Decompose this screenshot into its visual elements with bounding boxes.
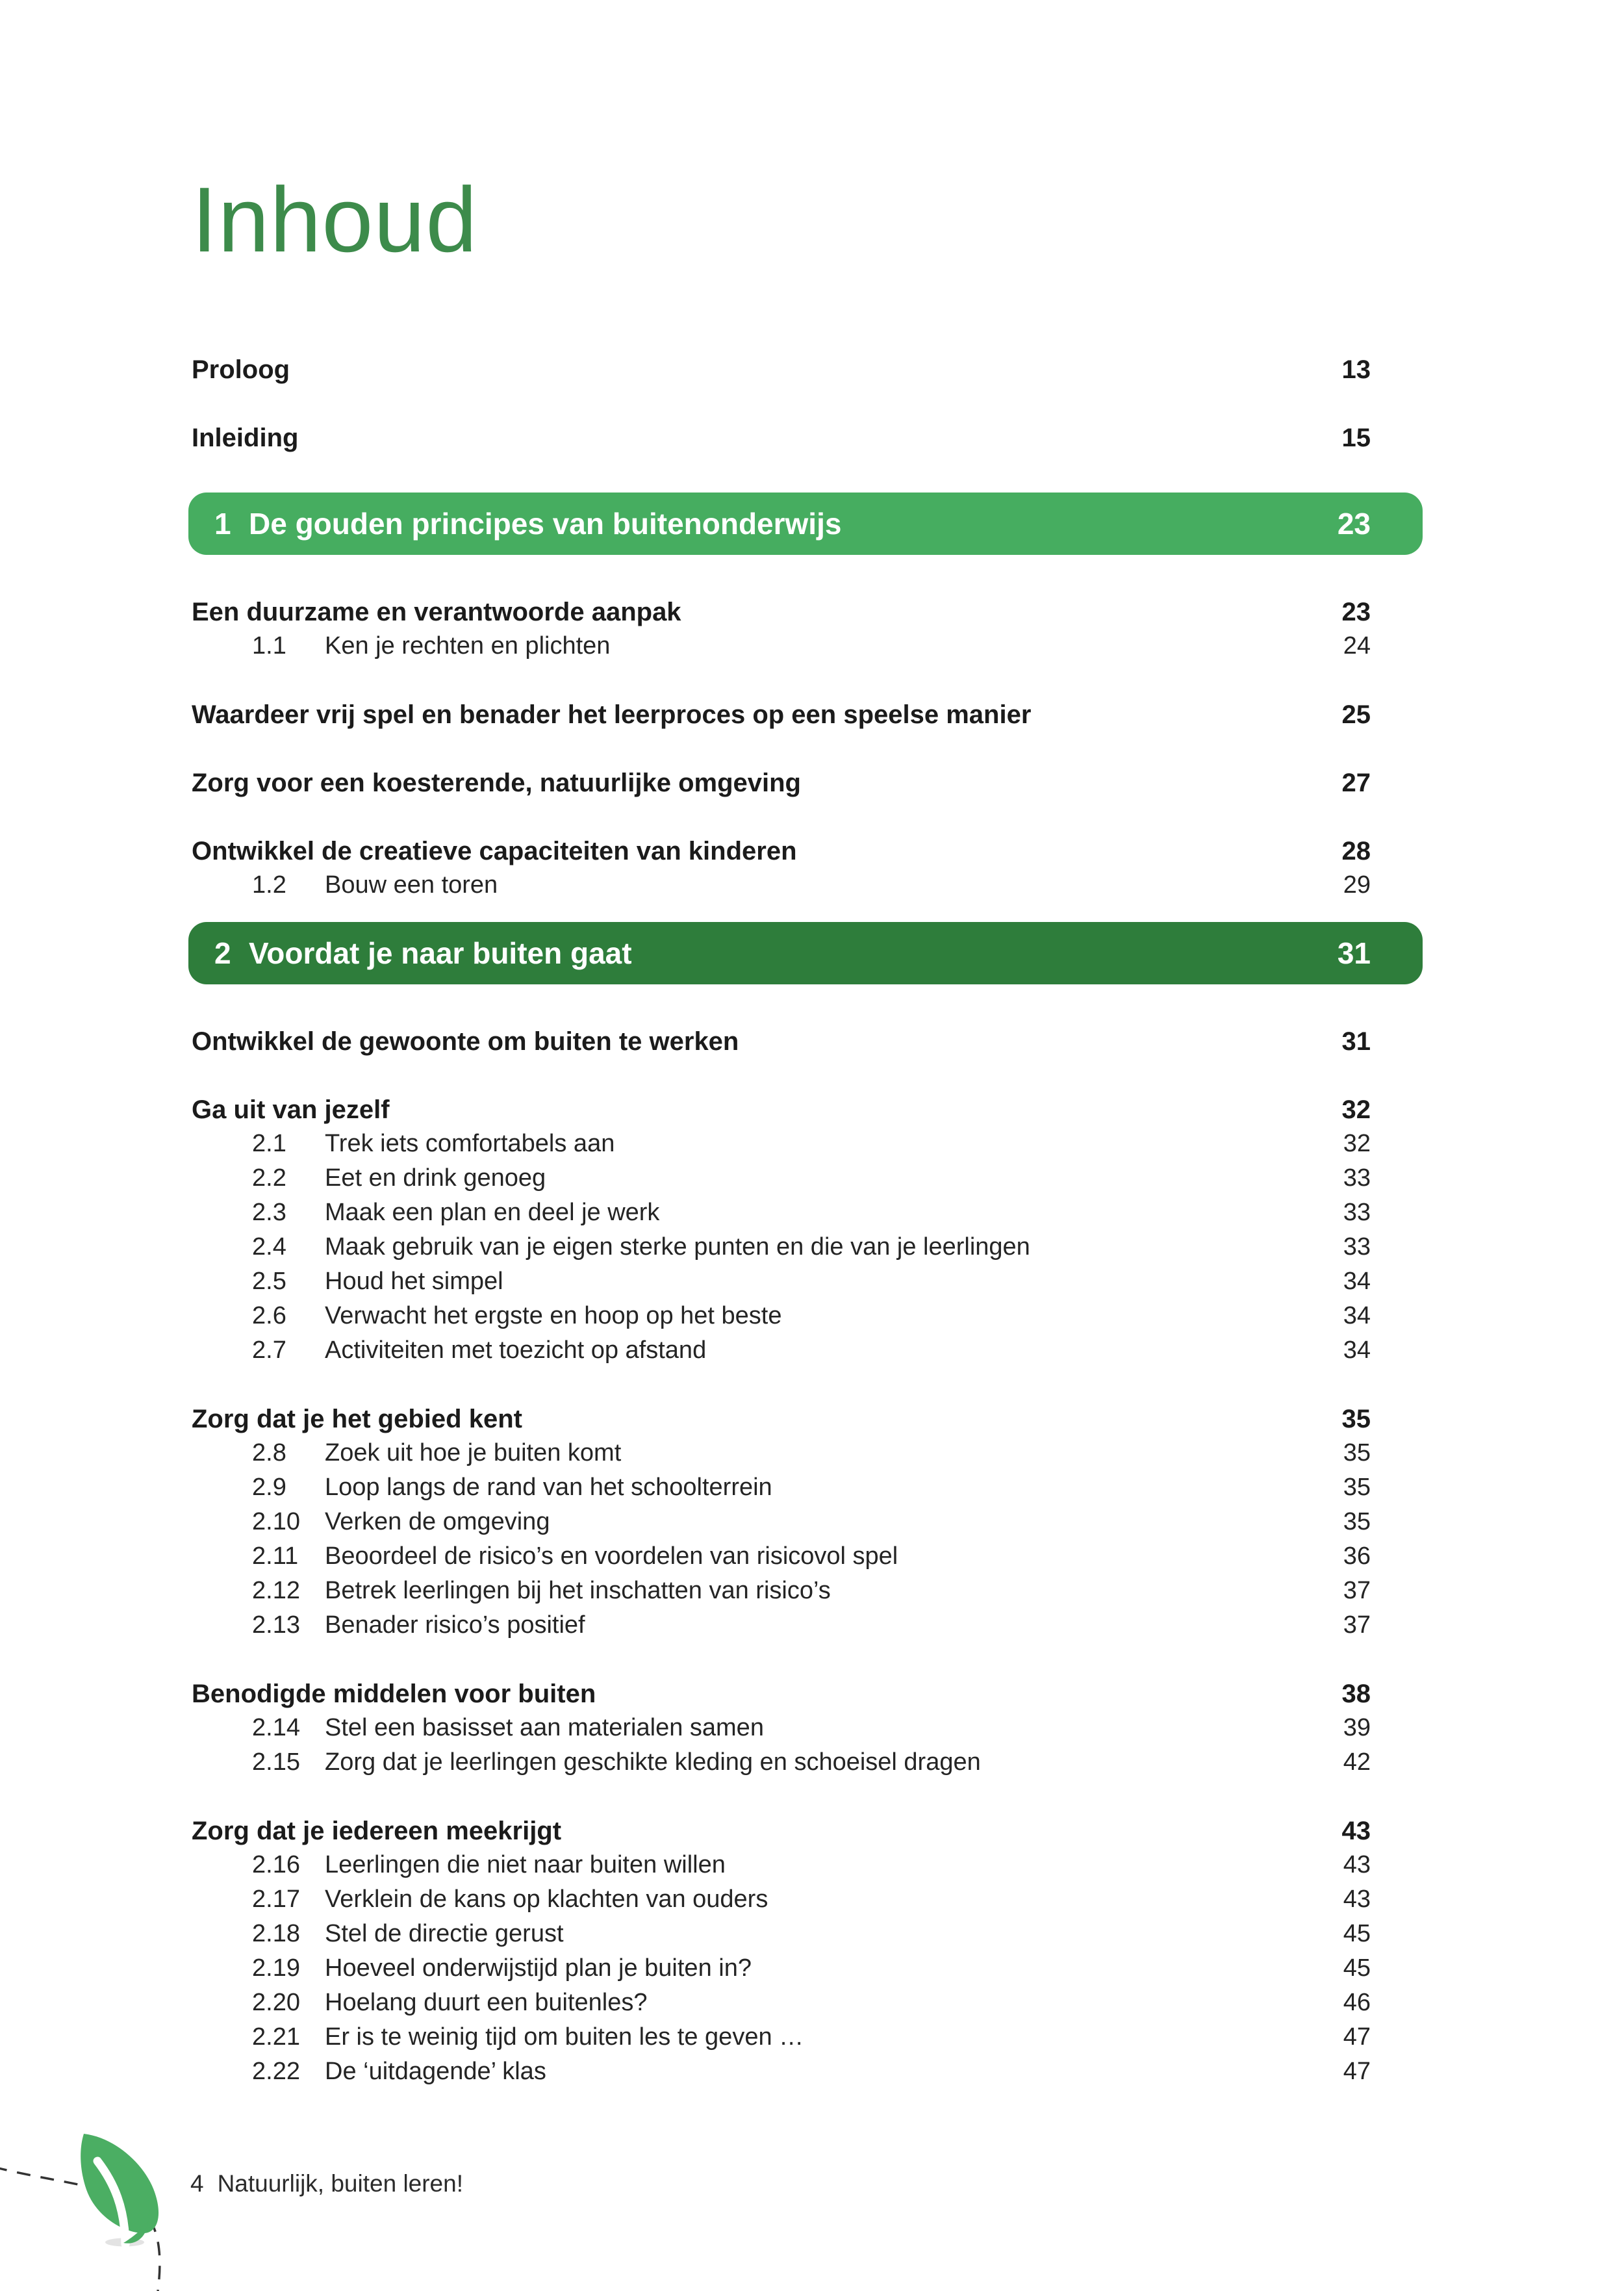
entry-page-number: 47 (1343, 2023, 1371, 2051)
entry-page-number: 36 (1343, 1542, 1371, 1570)
entry-number: 2.7 (252, 1337, 286, 1364)
chapter-title: De gouden principes van buitenonderwijs (249, 507, 842, 541)
entry-page-number: 34 (1343, 1337, 1371, 1364)
entry-number: 2.4 (252, 1233, 286, 1261)
entry-title: Zoek uit hoe je buiten komt (325, 1439, 622, 1466)
toc-entry-top (192, 421, 1371, 455)
entry-title: Verken de omgeving (325, 1508, 550, 1535)
entry-title: Verklein de kans op klachten van ouders (325, 1886, 768, 1913)
toc-entry-section (192, 1814, 1371, 1848)
toc-entry-sub (192, 1882, 1371, 1917)
chapter-page-number: 31 (1337, 936, 1371, 970)
toc-entry-section (192, 595, 1371, 629)
entry-title: Een duurzame en verantwoorde aanpak (192, 597, 681, 626)
entry-title: Stel de directie gerust (325, 1920, 564, 1947)
entry-number: 2.9 (252, 1474, 286, 1501)
entry-page-number: 35 (1341, 1404, 1371, 1433)
toc-entry-section (192, 698, 1371, 732)
entry-page-number: 43 (1343, 1851, 1371, 1878)
entry-title: De ‘uitdagende’ klas (325, 2058, 546, 2085)
entry-title: Ken je rechten en plichten (325, 632, 611, 659)
entry-title: Eet en drink genoeg (325, 1164, 546, 1192)
entry-title: Stel een basisset aan materialen samen (325, 1714, 764, 1741)
entry-page-number: 35 (1343, 1508, 1371, 1535)
entry-number: 2.17 (252, 1886, 300, 1913)
entry-title: Inleiding (192, 423, 299, 452)
entry-title: Loop langs de rand van het schoolterrein (325, 1474, 772, 1501)
toc-entry-section (192, 834, 1371, 868)
toc-entry-sub (192, 868, 1371, 902)
entry-title: Beoordeel de risico’s en voordelen van risicovol spel (325, 1542, 898, 1570)
toc-entry-sub (192, 1505, 1371, 1539)
entry-number: 2.1 (252, 1130, 286, 1157)
entry-title: Ontwikkel de gewoonte om buiten te werken (192, 1027, 739, 1056)
entry-page-number: 43 (1343, 1886, 1371, 1913)
toc-entry-section (192, 1025, 1371, 1058)
entry-page-number: 24 (1343, 632, 1371, 659)
entry-title: Leerlingen die niet naar buiten willen (325, 1851, 726, 1878)
toc-chapter-banner (188, 922, 1423, 984)
chapter-number: 2 (214, 936, 231, 970)
entry-page-number: 46 (1343, 1989, 1371, 2016)
entry-number: 2.11 (252, 1542, 299, 1570)
entry-title: Benodigde middelen voor buiten (192, 1679, 596, 1708)
toc-entry-sub (192, 1230, 1371, 1264)
entry-number: 2.8 (252, 1439, 286, 1466)
entry-number: 1.2 (252, 871, 286, 899)
entry-title: Hoelang duurt een buitenles? (325, 1989, 648, 2016)
entry-number: 2.22 (252, 2058, 300, 2085)
entry-page-number: 45 (1343, 1920, 1371, 1947)
entry-title: Zorg voor een koesterende, natuurlijke omgeving (192, 768, 801, 797)
entry-page-number: 32 (1341, 1095, 1371, 1124)
toc-entry-section (192, 766, 1371, 800)
entry-title: Maak een plan en deel je werk (325, 1199, 660, 1226)
entry-number: 2.20 (252, 1989, 300, 2016)
toc-entry-section (192, 1402, 1371, 1436)
entry-title: Benader risico’s positief (325, 1611, 585, 1639)
entry-title: Zorg dat je iedereen meekrijgt (192, 1816, 562, 1845)
toc-entry-sub (192, 1848, 1371, 1882)
toc-entry-sub (192, 1574, 1371, 1608)
toc-entry-sub (192, 1299, 1371, 1333)
entry-number: 2.5 (252, 1268, 286, 1295)
toc-entry-sub (192, 1333, 1371, 1368)
entry-title: Maak gebruik van je eigen sterke punten en die van je leerlingen (325, 1233, 1030, 1261)
entry-title: Ontwikkel de creatieve capaciteiten van kinderen (192, 836, 797, 865)
entry-page-number: 28 (1341, 836, 1371, 865)
entry-number: 2.15 (252, 1748, 300, 1776)
entry-page-number: 31 (1341, 1027, 1371, 1056)
entry-title: Verwacht het ergste en hoop op het beste (325, 1302, 782, 1329)
entry-title: Betrek leerlingen bij het inschatten van risico’s (325, 1577, 831, 1604)
entry-number: 2.19 (252, 1954, 300, 1982)
toc-entry-sub (192, 1745, 1371, 1780)
chapter-number: 1 (214, 507, 231, 541)
entry-page-number: 37 (1343, 1577, 1371, 1604)
entry-page-number: 29 (1343, 871, 1371, 899)
footer-page-number: 4 (190, 2170, 204, 2197)
entry-number: 2.2 (252, 1164, 286, 1192)
entry-number: 2.21 (252, 2023, 300, 2051)
chapter-title: Voordat je naar buiten gaat (249, 936, 632, 970)
toc-entry-sub (192, 629, 1371, 663)
entry-title: Zorg dat je het gebied kent (192, 1404, 522, 1433)
toc-entry-sub (192, 1608, 1371, 1643)
toc-entry-sub (192, 1436, 1371, 1470)
toc-entry-top (192, 353, 1371, 387)
page-title: Inhoud (192, 168, 478, 272)
entry-page-number: 27 (1341, 768, 1371, 797)
footer-book-title: Natuurlijk, buiten leren! (217, 2170, 463, 2197)
toc-entry-sub (192, 1264, 1371, 1299)
toc-entry-section (192, 1093, 1371, 1127)
toc-entry-sub (192, 1470, 1371, 1505)
entry-page-number: 25 (1341, 700, 1371, 729)
toc-entry-sub (192, 2054, 1371, 2089)
entry-page-number: 33 (1343, 1199, 1371, 1226)
entry-title: Hoeveel onderwijstijd plan je buiten in? (325, 1954, 752, 1982)
entry-page-number: 33 (1343, 1164, 1371, 1192)
toc-entry-sub (192, 1917, 1371, 1951)
entry-page-number: 43 (1341, 1816, 1371, 1845)
toc-content (192, 168, 1371, 2089)
entry-number: 2.16 (252, 1851, 300, 1878)
toc-entry-sub (192, 1986, 1371, 2020)
entry-title: Bouw een toren (325, 871, 498, 899)
entry-title: Houd het simpel (325, 1268, 503, 1295)
toc-entry-sub (192, 2020, 1371, 2054)
entry-page-number: 39 (1343, 1714, 1371, 1741)
entry-page-number: 38 (1341, 1679, 1371, 1708)
entry-number: 2.12 (252, 1577, 300, 1604)
entry-number: 2.14 (252, 1714, 300, 1741)
entry-page-number: 33 (1343, 1233, 1371, 1261)
entry-page-number: 37 (1343, 1611, 1371, 1639)
entry-number: 2.6 (252, 1302, 286, 1329)
entry-page-number: 45 (1343, 1954, 1371, 1982)
toc-chapter-banner (188, 493, 1423, 555)
page-footer (0, 2105, 650, 2291)
entry-title: Proloog (192, 355, 290, 384)
chapter-page-number: 23 (1337, 507, 1371, 541)
toc-entry-sub (192, 1196, 1371, 1230)
toc-entry-section (192, 1677, 1371, 1711)
entry-page-number: 47 (1343, 2058, 1371, 2085)
entry-title: Ga uit van jezelf (192, 1095, 390, 1124)
entry-page-number: 15 (1341, 423, 1371, 452)
entry-title: Activiteiten met toezicht op afstand (325, 1337, 707, 1364)
entry-page-number: 35 (1343, 1474, 1371, 1501)
entry-page-number: 32 (1343, 1130, 1371, 1157)
entry-number: 2.13 (252, 1611, 300, 1639)
entry-title: Zorg dat je leerlingen geschikte kleding en schoeisel dragen (325, 1748, 981, 1776)
footer-text (190, 2170, 463, 2197)
entry-number: 1.1 (252, 632, 286, 659)
toc-entry-sub (192, 1951, 1371, 1986)
entry-page-number: 23 (1341, 597, 1371, 626)
toc-entry-sub (192, 1539, 1371, 1574)
entry-title: Trek iets comfortabels aan (325, 1130, 615, 1157)
entry-title: Waardeer vrij spel en benader het leerproces op een speelse manier (192, 700, 1032, 729)
leaf-logo-icon (0, 2105, 260, 2291)
entry-page-number: 34 (1343, 1302, 1371, 1329)
toc-entry-sub (192, 1711, 1371, 1745)
entry-page-number: 34 (1343, 1268, 1371, 1295)
toc-entry-sub (192, 1161, 1371, 1196)
entry-title: Er is te weinig tijd om buiten les te geven … (325, 2023, 804, 2051)
table-of-contents (192, 353, 1371, 2089)
entry-page-number: 42 (1343, 1748, 1371, 1776)
entry-page-number: 35 (1343, 1439, 1371, 1466)
entry-number: 2.3 (252, 1199, 286, 1226)
entry-number: 2.18 (252, 1920, 300, 1947)
toc-entry-sub (192, 1127, 1371, 1161)
entry-number: 2.10 (252, 1508, 300, 1535)
entry-page-number: 13 (1341, 355, 1371, 384)
